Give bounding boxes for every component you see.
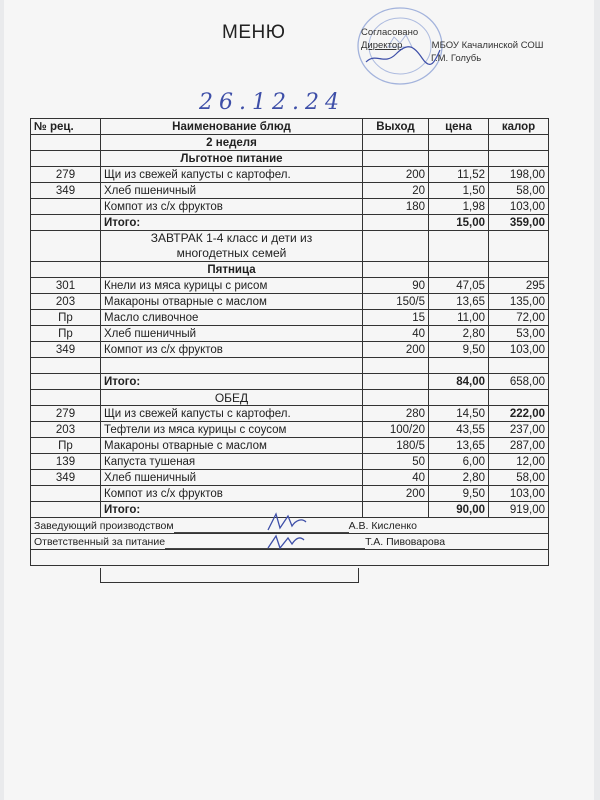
menu-date: 26.12.24 [199, 90, 345, 115]
col-header: № рец. [31, 119, 101, 135]
out-cell: 40 [363, 326, 429, 342]
section-breakfast-line2: многодетных семей [176, 246, 287, 260]
out-cell: 40 [363, 470, 429, 486]
total-row [31, 215, 549, 231]
total-price: 90,00 [429, 502, 489, 518]
kcal-cell: 103,00 [489, 199, 549, 215]
table-header-row [31, 119, 549, 135]
price-cell: 9,50 [429, 486, 489, 502]
week-row [31, 135, 549, 151]
table-row [31, 470, 549, 486]
out-cell: 200 [363, 342, 429, 358]
out-cell: 180/5 [363, 438, 429, 454]
section-breakfast [101, 231, 363, 262]
kcal-cell: 237,00 [489, 422, 549, 438]
kcal-cell: 287,00 [489, 438, 549, 454]
approval-name: Г.М. Голубь [431, 53, 482, 64]
out-cell: 15 [363, 310, 429, 326]
kcal-cell: 53,00 [489, 326, 549, 342]
rec-cell: 279 [31, 406, 101, 422]
price-cell: 1,98 [429, 199, 489, 215]
total-row [31, 374, 549, 390]
total-kcal: 359,00 [489, 215, 549, 231]
table-row [31, 167, 549, 183]
table-row [31, 438, 549, 454]
rec-cell: 203 [31, 422, 101, 438]
table-row [31, 486, 549, 502]
section-row [31, 262, 549, 278]
kcal-cell: 135,00 [489, 294, 549, 310]
rec-cell: 349 [31, 342, 101, 358]
price-cell: 2,80 [429, 470, 489, 486]
table-row [31, 326, 549, 342]
table-row [31, 310, 549, 326]
out-cell: 180 [363, 199, 429, 215]
kcal-cell: 103,00 [489, 342, 549, 358]
rec-cell [31, 199, 101, 215]
price-cell: 11,00 [429, 310, 489, 326]
col-header: цена [429, 119, 489, 135]
kcal-cell: 295 [489, 278, 549, 294]
out-cell: 50 [363, 454, 429, 470]
col-header: калор [489, 119, 549, 135]
section-row [31, 231, 549, 262]
table-row [31, 199, 549, 215]
manager-label: Заведующий производством [34, 519, 174, 532]
out-cell: 200 [363, 486, 429, 502]
table-row [31, 454, 549, 470]
table-row [31, 342, 549, 358]
rec-cell: 349 [31, 470, 101, 486]
dish-cell: Хлеб пшеничный [101, 183, 363, 199]
rec-cell: 301 [31, 278, 101, 294]
price-cell: 9,50 [429, 342, 489, 358]
dish-cell: Щи из свежей капусты с картофел. [101, 167, 363, 183]
approval-director: Директор [361, 40, 403, 51]
spacer-row [31, 358, 549, 374]
table-row [31, 294, 549, 310]
section-day: Пятница [101, 262, 363, 278]
dish-cell: Компот из с/х фруктов [101, 342, 363, 358]
kcal-cell: 58,00 [489, 470, 549, 486]
kcal-cell: 58,00 [489, 183, 549, 199]
table-row [31, 183, 549, 199]
out-cell: 90 [363, 278, 429, 294]
manager-name: А.В. Кисленко [348, 519, 417, 532]
table-row [31, 422, 549, 438]
menu-table [30, 118, 549, 566]
total-label: Итого: [101, 502, 363, 518]
rec-cell: Пр [31, 438, 101, 454]
responsible-signature [262, 530, 310, 554]
dish-cell: Хлеб пшеничный [101, 326, 363, 342]
price-cell: 43,55 [429, 422, 489, 438]
out-cell: 20 [363, 183, 429, 199]
rec-cell: 139 [31, 454, 101, 470]
rec-cell: Пр [31, 326, 101, 342]
approval-school: МБОУ Качалинской СОШ [431, 40, 544, 51]
dish-cell: Макароны отварные с маслом [101, 294, 363, 310]
rec-cell [31, 486, 101, 502]
dish-cell: Компот из с/х фруктов [101, 199, 363, 215]
price-cell: 47,05 [429, 278, 489, 294]
dish-cell: Кнели из мяса курицы с рисом [101, 278, 363, 294]
director-signature [362, 40, 442, 70]
col-header: Наименование блюд [101, 119, 363, 135]
rec-cell: 279 [31, 167, 101, 183]
kcal-cell: 198,00 [489, 167, 549, 183]
section-lunch: ОБЕД [101, 390, 363, 406]
table-row [31, 406, 549, 422]
section-breakfast-line1: ЗАВТРАК 1-4 класс и дети из [150, 231, 313, 245]
page-title: МЕНЮ [222, 22, 286, 43]
dish-cell: Макароны отварные с маслом [101, 438, 363, 454]
rec-cell: 203 [31, 294, 101, 310]
total-price: 84,00 [429, 374, 489, 390]
section-row [31, 151, 549, 167]
total-label: Итого: [101, 215, 363, 231]
price-cell: 11,52 [429, 167, 489, 183]
kcal-cell: 72,00 [489, 310, 549, 326]
kcal-cell: 12,00 [489, 454, 549, 470]
col-header: Выход [363, 119, 429, 135]
out-cell: 200 [363, 167, 429, 183]
dish-cell: Компот из с/х фруктов [101, 486, 363, 502]
price-cell: 14,50 [429, 406, 489, 422]
approval-title: Согласовано [361, 27, 419, 38]
kcal-cell: 103,00 [489, 486, 549, 502]
price-cell: 6,00 [429, 454, 489, 470]
menu-sheet [4, 0, 594, 800]
table-row [31, 278, 549, 294]
rec-cell: 349 [31, 183, 101, 199]
total-label: Итого: [101, 374, 363, 390]
dish-cell: Тефтели из мяса курицы с соусом [101, 422, 363, 438]
out-cell: 150/5 [363, 294, 429, 310]
dish-cell: Масло сливочное [101, 310, 363, 326]
total-kcal: 658,00 [489, 374, 549, 390]
week-label: 2 неделя [101, 135, 363, 151]
price-cell: 13,65 [429, 294, 489, 310]
rec-cell: Пр [31, 310, 101, 326]
total-price: 15,00 [429, 215, 489, 231]
dish-cell: Щи из свежей капусты с картофел. [101, 406, 363, 422]
price-cell: 1,50 [429, 183, 489, 199]
total-kcal: 919,00 [489, 502, 549, 518]
out-cell: 100/20 [363, 422, 429, 438]
kcal-cell: 222,00 [489, 406, 549, 422]
out-cell: 280 [363, 406, 429, 422]
responsible-label: Ответственный за питание [34, 535, 166, 548]
trailing-box [100, 568, 359, 583]
dish-cell: Хлеб пшеничный [101, 470, 363, 486]
price-cell: 2,80 [429, 326, 489, 342]
section-lgotnoe: Льготное питание [101, 151, 363, 167]
dish-cell: Капуста тушеная [101, 454, 363, 470]
price-cell: 13,65 [429, 438, 489, 454]
responsible-name: Т.А. Пивоварова [365, 535, 446, 548]
section-row [31, 390, 549, 406]
